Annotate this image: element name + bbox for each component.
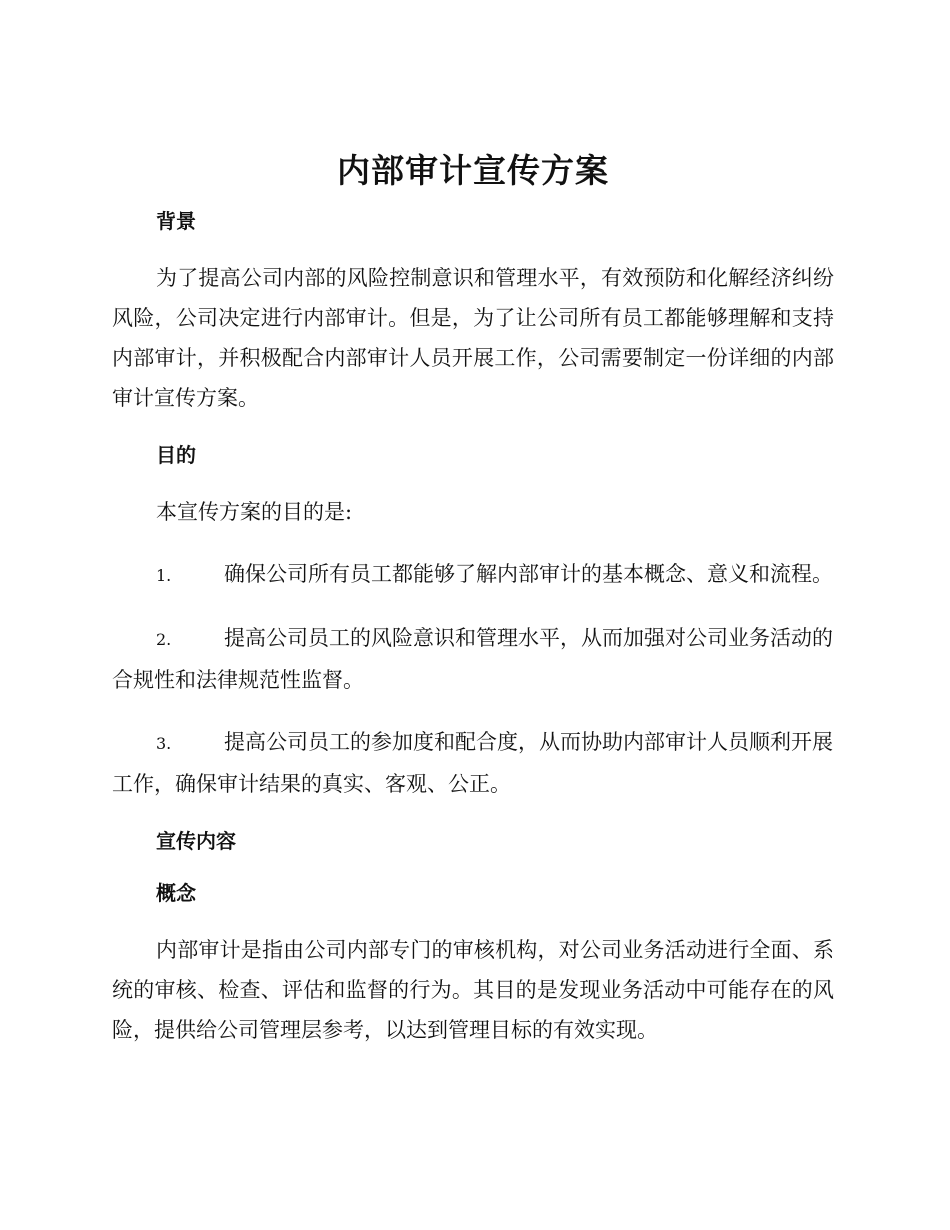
list-item (112, 554, 834, 596)
page-title: 内部审计宣传方案 (337, 151, 609, 190)
list-item-text: 提高公司员工的风险意识和管理水平，从而加强对公司业务活动的合规性和法律规范性监督。 (112, 626, 833, 692)
section-heading-background: 背景 (156, 209, 196, 233)
list-item (112, 722, 834, 804)
section-heading-purpose: 目的 (156, 443, 196, 467)
list-item-text: 提高公司员工的参加度和配合度，从而协助内部审计人员顺利开展工作，确保审计结果的真实、客观、公正。 (112, 730, 833, 796)
purpose-intro: 本宣传方案的目的是: (156, 500, 353, 524)
section-heading-content: 宣传内容 (156, 829, 236, 853)
list-number: 1. (156, 566, 172, 585)
list-item (112, 618, 834, 700)
list-number: 2. (156, 630, 172, 649)
background-paragraph: 为了提高公司内部的风险控制意识和管理水平，有效预防和化解经济纠纷风险，公司决定进行内部审计。但是，为了让公司所有员工都能够理解和支持内部审计，并积极配合内部审计人员开展工作，公司需要制定一份详细的内部审计宣传方案。 (112, 266, 834, 410)
list-item-text: 确保公司所有员工都能够了解内部审计的基本概念、意义和流程。 (224, 562, 833, 586)
list-number: 3. (156, 734, 172, 753)
concept-paragraph: 内部审计是指由公司内部专门的审核机构，对公司业务活动进行全面、系统的审核、检查、评估和监督的行为。其目的是发现业务活动中可能存在的风险，提供给公司管理层参考，以达到管理目标的有效实现。 (112, 938, 834, 1042)
subsection-heading-concept: 概念 (156, 881, 196, 905)
document-body (112, 148, 834, 1072)
